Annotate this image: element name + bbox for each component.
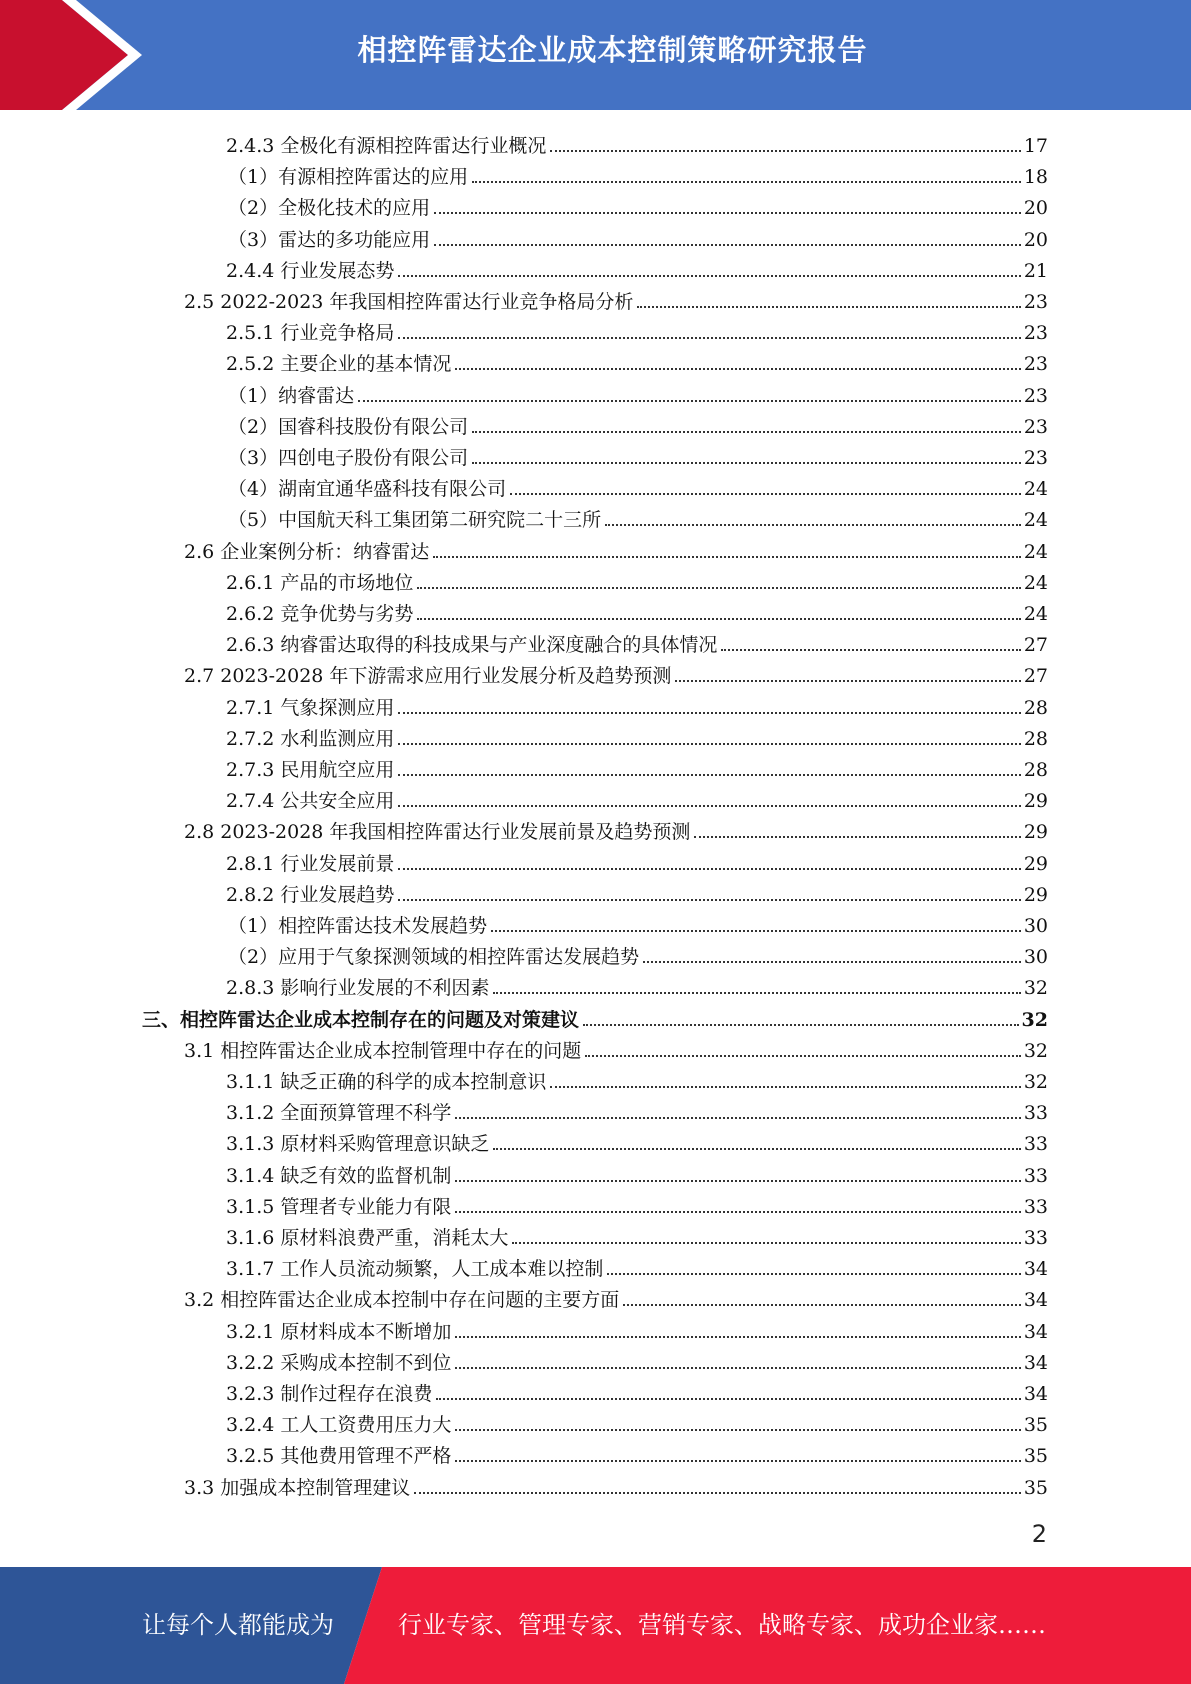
toc-leader-dots [512, 1242, 1020, 1244]
toc-entry-title: 3.2.1 原材料成本不断增加 [226, 1320, 452, 1343]
toc-entry[interactable] [228, 189, 1048, 220]
toc-entry[interactable] [226, 1157, 1048, 1188]
toc-entry-title: 3.1.6 原材料浪费严重，消耗太大 [226, 1227, 509, 1249]
toc-leader-dots [434, 244, 1021, 246]
toc-entry[interactable] [226, 1344, 1048, 1375]
toc-leader-dots [637, 306, 1020, 308]
toc-entry-title: 2.8 2023-2028 年我国相控阵雷达行业发展前景及趋势预测 [184, 821, 691, 844]
toc-entry[interactable] [226, 1437, 1048, 1468]
toc-entry[interactable] [228, 501, 1048, 532]
toc-entry-title: 2.6.3 纳睿雷达取得的科技成果与产业深度融合的具体情况 [226, 634, 718, 657]
toc-entry-title: 2.4.4 行业发展态势 [226, 259, 395, 282]
toc-entry-page: 33 [1023, 1195, 1048, 1218]
toc-leader-dots [398, 805, 1020, 807]
toc-leader-dots [607, 1273, 1020, 1275]
toc-entry-title: （1）纳睿雷达 [228, 384, 355, 407]
toc-entry[interactable] [228, 221, 1048, 252]
toc-entry-title: 2.4.3 全极化有源相控阵雷达行业概况 [226, 135, 547, 157]
toc-entry[interactable] [226, 1063, 1048, 1094]
toc-entry-page: 34 [1023, 1383, 1048, 1405]
toc-entry-page: 32 [1021, 1008, 1048, 1031]
toc-leader-dots [491, 930, 1021, 932]
toc-entry[interactable] [226, 1125, 1048, 1156]
toc-entry-page: 24 [1023, 540, 1048, 563]
toc-entry[interactable] [226, 1219, 1048, 1250]
footer-slogan-left: 让每个人都能成为 [142, 1611, 334, 1639]
toc-entry[interactable] [226, 876, 1048, 907]
toc-entry[interactable] [228, 158, 1048, 189]
toc-entry-page: 29 [1023, 821, 1048, 844]
toc-entry-page: 24 [1023, 509, 1048, 532]
toc-entry-title: （1）有源相控阵雷达的应用 [228, 166, 469, 189]
toc-entry-page: 24 [1023, 603, 1048, 625]
toc-leader-dots [398, 743, 1020, 745]
toc-entry-page: 33 [1023, 1102, 1048, 1125]
toc-leader-dots [455, 1336, 1020, 1338]
toc-leader-dots [455, 1367, 1020, 1369]
page-footer [0, 1567, 1191, 1684]
toc-entry[interactable] [184, 283, 1048, 314]
toc-entry-page: 27 [1023, 665, 1048, 688]
toc-leader-dots [398, 868, 1020, 870]
toc-entry-title: 3.1.4 缺乏有效的监督机制 [226, 1164, 452, 1187]
toc-leader-dots [398, 275, 1020, 277]
toc-entry[interactable] [226, 782, 1048, 813]
toc-entry-page: 23 [1023, 447, 1048, 469]
toc-entry-page: 23 [1023, 353, 1048, 376]
toc-entry-title: 3.1.1 缺乏正确的科学的成本控制意识 [226, 1071, 547, 1093]
toc-entry-title: （4）湖南宜通华盛科技有限公司 [228, 478, 507, 501]
toc-entry[interactable] [184, 1032, 1048, 1063]
toc-entry-page: 28 [1023, 696, 1048, 719]
toc-leader-dots [605, 524, 1021, 526]
toc-entry-title: （2）全极化技术的应用 [228, 197, 431, 220]
toc-entry-title: 3.2 相控阵雷达企业成本控制中存在问题的主要方面 [184, 1289, 620, 1312]
toc-entry-title: （2）国睿科技股份有限公司 [228, 415, 469, 438]
toc-leader-dots [436, 1398, 1020, 1400]
toc-entry-page: 21 [1023, 259, 1048, 282]
toc-leader-dots [414, 1492, 1021, 1494]
toc-leader-dots [455, 1117, 1020, 1119]
toc-entry-page: 28 [1023, 727, 1048, 750]
toc-entry-title: 2.6.1 产品的市场地位 [226, 571, 414, 594]
toc-leader-dots [493, 1148, 1020, 1150]
toc-leader-dots [550, 150, 1020, 152]
toc-entry[interactable] [226, 969, 1048, 1000]
toc-entry[interactable] [228, 907, 1048, 938]
toc-entry-page: 23 [1023, 291, 1048, 313]
toc-entry-page: 29 [1023, 790, 1048, 813]
toc-entry-page: 30 [1023, 915, 1048, 937]
toc-leader-dots [398, 712, 1020, 714]
toc-entry[interactable] [184, 533, 1048, 564]
toc-entry-title: 3.2.4 工人工资费用压力大 [226, 1414, 452, 1437]
toc-entry-title: 2.5 2022-2023 年我国相控阵雷达行业竞争格局分析 [184, 291, 634, 313]
toc-entry-title: 2.8.3 影响行业发展的不利因素 [226, 977, 490, 1000]
toc-entry[interactable] [228, 439, 1048, 470]
toc-entry-page: 17 [1023, 135, 1048, 157]
toc-entry-page: 29 [1023, 852, 1048, 875]
toc-entry-title: 3.3 加强成本控制管理建议 [184, 1476, 411, 1499]
report-title: 相控阵雷达企业成本控制策略研究报告 [357, 33, 868, 67]
toc-leader-dots [472, 462, 1021, 464]
toc-entry[interactable] [226, 720, 1048, 751]
toc-entry-title: 3.1.5 管理者专业能力有限 [226, 1195, 452, 1218]
toc-entry[interactable] [226, 626, 1048, 657]
toc-entry[interactable] [226, 1375, 1048, 1406]
toc-leader-dots [455, 1211, 1020, 1213]
toc-entry-page: 34 [1023, 1258, 1048, 1281]
toc-entry-page: 23 [1023, 415, 1048, 438]
toc-entry-title: 2.6.2 竞争优势与劣势 [226, 603, 414, 625]
toc-leader-dots [583, 1024, 1019, 1026]
toc-entry-title: 2.7.2 水利监测应用 [226, 727, 395, 750]
toc-entry[interactable] [228, 470, 1048, 501]
page-number: 2 [1031, 1520, 1047, 1548]
toc-leader-dots [585, 1055, 1021, 1057]
toc-entry-page: 27 [1023, 634, 1048, 657]
toc-entry-page: 23 [1023, 384, 1048, 407]
toc-entry-title: 3.1.3 原材料采购管理意识缺乏 [226, 1133, 490, 1156]
toc-leader-dots [510, 493, 1021, 495]
toc-entry-page: 30 [1023, 946, 1048, 969]
toc-entry-page: 32 [1023, 977, 1048, 1000]
toc-entry-title: （2）应用于气象探测领域的相控阵雷达发展趋势 [228, 946, 640, 969]
toc-leader-dots [472, 431, 1021, 433]
page-header [0, 0, 1191, 110]
toc-entry[interactable] [226, 1188, 1048, 1219]
toc-entry[interactable] [142, 1001, 1048, 1032]
toc-leader-dots [417, 587, 1020, 589]
toc-entry-title: 3.1.7 工作人员流动频繁，人工成本难以控制 [226, 1258, 604, 1281]
toc-entry-page: 34 [1023, 1289, 1048, 1312]
toc-entry-title: 三、相控阵雷达企业成本控制存在的问题及对策建议 [142, 1008, 580, 1031]
toc-entry-page: 34 [1023, 1320, 1048, 1343]
toc-entry-title: （3）四创电子股份有限公司 [228, 447, 469, 469]
toc-entry[interactable] [226, 314, 1048, 345]
toc-entry-page: 29 [1023, 883, 1048, 906]
toc-entry-title: 3.1.2 全面预算管理不科学 [226, 1102, 452, 1125]
toc-entry[interactable] [226, 595, 1048, 626]
toc-entry-page: 28 [1023, 759, 1048, 781]
toc-entry-page: 24 [1023, 571, 1048, 594]
toc-leader-dots [675, 680, 1020, 682]
toc-entry[interactable] [226, 127, 1048, 158]
toc-leader-dots [694, 836, 1020, 838]
toc-leader-dots [550, 1086, 1020, 1088]
toc-entry[interactable] [228, 377, 1048, 408]
toc-entry-title: 2.6 企业案例分析：纳睿雷达 [184, 540, 430, 563]
toc-entry-title: 2.5.1 行业竞争格局 [226, 322, 395, 345]
toc-entry-page: 35 [1023, 1445, 1048, 1468]
toc-entry-title: 2.7 2023-2028 年下游需求应用行业发展分析及趋势预测 [184, 665, 672, 688]
toc-entry-page: 23 [1023, 322, 1048, 345]
toc-entry-title: 2.8.1 行业发展前景 [226, 852, 395, 875]
toc-leader-dots [398, 899, 1020, 901]
toc-entry-page: 35 [1023, 1476, 1048, 1499]
toc-leader-dots [434, 212, 1021, 214]
toc-entry-page: 20 [1023, 228, 1048, 251]
toc-entry-title: 2.5.2 主要企业的基本情况 [226, 353, 452, 376]
toc-leader-dots [398, 774, 1020, 776]
footer-slogan-right: 行业专家、管理专家、营销专家、战略专家、成功企业家…… [398, 1611, 1046, 1639]
toc-leader-dots [455, 368, 1020, 370]
toc-entry[interactable] [226, 345, 1048, 376]
toc-leader-dots [455, 1180, 1020, 1182]
toc-leader-dots [472, 181, 1021, 183]
toc-entry[interactable] [226, 845, 1048, 876]
toc-entry[interactable] [226, 751, 1048, 782]
toc-entry-page: 33 [1023, 1133, 1048, 1156]
toc-entry[interactable] [226, 1094, 1048, 1125]
toc-leader-dots [455, 1429, 1020, 1431]
toc-entry[interactable] [184, 657, 1048, 688]
toc-leader-dots [493, 992, 1020, 994]
toc-entry[interactable] [226, 689, 1048, 720]
toc-leader-dots [721, 649, 1020, 651]
toc-entry-page: 20 [1023, 197, 1048, 220]
toc-entry-title: （1）相控阵雷达技术发展趋势 [228, 915, 488, 937]
toc-entry-title: 3.2.2 采购成本控制不到位 [226, 1351, 452, 1374]
toc-entry-page: 35 [1023, 1414, 1048, 1437]
toc-entry-title: 3.1 相控阵雷达企业成本控制管理中存在的问题 [184, 1039, 582, 1062]
toc-entry[interactable] [226, 564, 1048, 595]
toc-entry[interactable] [228, 408, 1048, 439]
toc-entry[interactable] [184, 813, 1048, 844]
toc-leader-dots [358, 400, 1021, 402]
toc-entry[interactable] [226, 1406, 1048, 1437]
toc-entry[interactable] [184, 1281, 1048, 1312]
toc-entry-title: 2.8.2 行业发展趋势 [226, 883, 395, 906]
toc-entry-title: 2.7.3 民用航空应用 [226, 759, 395, 781]
toc-entry-page: 34 [1023, 1351, 1048, 1374]
toc-entry[interactable] [226, 252, 1048, 283]
toc-entry-title: 3.2.3 制作过程存在浪费 [226, 1383, 433, 1405]
toc-leader-dots [643, 961, 1021, 963]
toc-entry[interactable] [226, 1250, 1048, 1281]
toc-entry-page: 33 [1023, 1164, 1048, 1187]
toc-entry-title: （5）中国航天科工集团第二研究院二十三所 [228, 509, 602, 532]
toc-entry-page: 32 [1023, 1039, 1048, 1062]
toc-entry-title: 3.2.5 其他费用管理不严格 [226, 1445, 452, 1468]
toc-entry[interactable] [228, 938, 1048, 969]
toc-leader-dots [398, 337, 1020, 339]
toc-entry[interactable] [184, 1469, 1048, 1500]
toc-entry[interactable] [226, 1313, 1048, 1344]
toc-entry-page: 18 [1023, 166, 1048, 189]
toc-entry-page: 24 [1023, 478, 1048, 501]
toc-leader-dots [417, 618, 1020, 620]
toc-leader-dots [433, 556, 1021, 558]
toc-entry-page: 32 [1023, 1071, 1048, 1093]
toc-entry-page: 33 [1023, 1227, 1048, 1249]
toc-leader-dots [623, 1304, 1021, 1306]
toc-entry-title: 2.7.1 气象探测应用 [226, 696, 395, 719]
toc-entry-title: （3）雷达的多功能应用 [228, 228, 431, 251]
toc-leader-dots [455, 1460, 1020, 1462]
toc-entry-title: 2.7.4 公共安全应用 [226, 790, 395, 813]
